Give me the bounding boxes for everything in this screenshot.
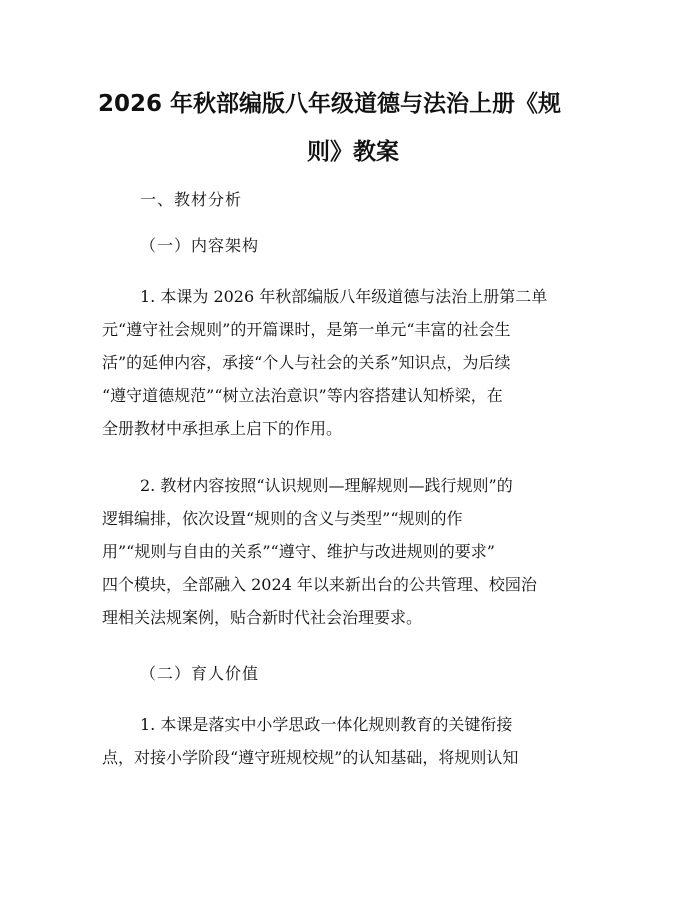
paragraph-line: 1. 本课为 2026 年秋部编版八年级道德与法治上册第二单 xyxy=(140,287,548,306)
paragraph-2 xyxy=(102,469,598,634)
paragraph-line: 理相关法规案例，贴合新时代社会治理要求。 xyxy=(102,608,423,627)
paragraph-line: 四个模块，全部融入 2024 年以来新出台的公共管理、校园治 xyxy=(102,575,537,594)
document-title-line-2: 则》教案 xyxy=(307,139,399,165)
paragraph-line: 全册教材中承担承上启下的作用。 xyxy=(102,419,343,438)
paragraph-line: 用”“规则与自由的关系”“遵守、维护与改进规则的要求” xyxy=(102,542,495,561)
paragraph-3 xyxy=(102,708,598,774)
paragraph-line: 活”的延伸内容，承接“个人与社会的关系”知识点，为后续 xyxy=(102,353,511,372)
paragraph-line: 1. 本课是落实中小学思政一体化规则教育的关键衔接 xyxy=(140,715,513,734)
paragraph-line: 点，对接小学阶段“遵守班规校规”的认知基础，将规则认知 xyxy=(102,748,519,767)
paragraph-line: 逻辑编排，依次设置“规则的含义与类型”“规则的作 xyxy=(102,509,463,528)
subsection-heading-content-structure: （一）内容架构 xyxy=(140,236,260,255)
paragraph-line: “遵守道德规范”“树立法治意识”等内容搭建认知桥梁，在 xyxy=(102,386,503,405)
subsection-heading-educational-value: （二）育人价值 xyxy=(140,664,260,683)
section-heading-teaching-material-analysis: 一、教材分析 xyxy=(140,190,243,209)
paragraph-line: 元“遵守社会规则”的开篇课时，是第一单元“丰富的社会生 xyxy=(102,320,511,339)
paragraph-line: 2. 教材内容按照“认识规则—理解规则—践行规则”的 xyxy=(140,476,513,495)
document-title-line-1: 2026 年秋部编版八年级道德与法治上册《规 xyxy=(98,91,562,117)
paragraph-1 xyxy=(102,280,598,445)
